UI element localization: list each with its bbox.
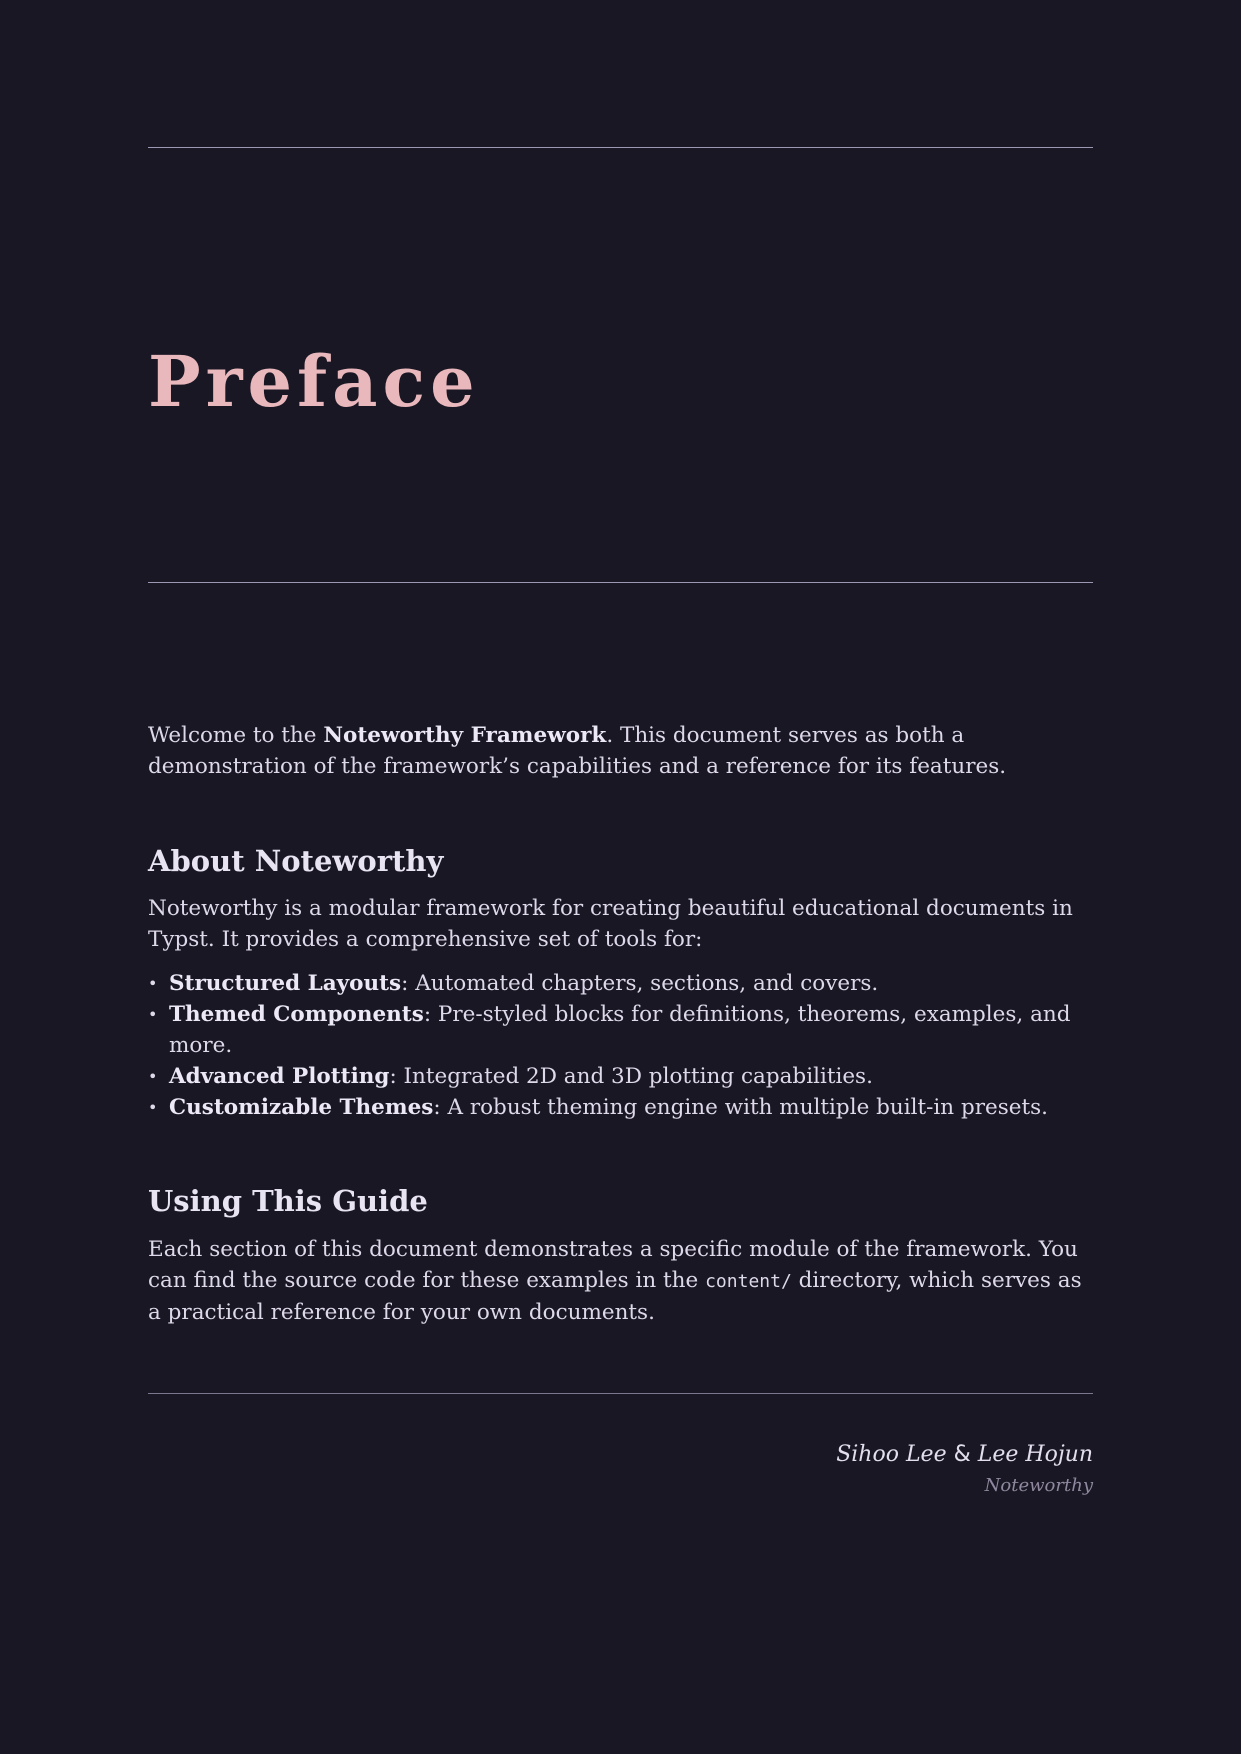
- guide-paragraph: [148, 1234, 1093, 1328]
- title-divider: [148, 582, 1093, 583]
- about-heading: About Noteworthy: [148, 844, 444, 878]
- guide-heading: Using This Guide: [148, 1184, 428, 1218]
- bullet-icon: •: [148, 974, 158, 993]
- feature-desc: : Pre-styled blocks for definitions, theorems, examples, and more.: [169, 1002, 1071, 1058]
- bullet-icon: •: [148, 1005, 158, 1024]
- feature-term: Advanced Plotting: [169, 1064, 390, 1089]
- feature-list: [148, 968, 1093, 1123]
- top-divider: [148, 147, 1093, 148]
- feature-desc: : Integrated 2D and 3D plotting capabilities.: [389, 1064, 873, 1089]
- code-path: content/: [705, 1271, 792, 1292]
- footer-divider: [148, 1393, 1093, 1394]
- feature-term: Themed Components: [169, 1002, 424, 1027]
- bullet-icon: •: [148, 1098, 158, 1117]
- feature-desc: : A robust theming engine with multiple built-in presets.: [433, 1095, 1048, 1120]
- intro-bold-framework: Noteworthy Framework: [323, 723, 607, 748]
- guide-text-before: Each section of this document demonstrates a specific module of the framework. You can find the source code for these examples in the: [148, 1237, 1078, 1293]
- feature-desc: : Automated chapters, sections, and covers.: [401, 971, 879, 996]
- feature-term: Customizable Themes: [169, 1095, 434, 1120]
- intro-text-before: Welcome to the: [148, 723, 324, 748]
- brand-name: Noteworthy: [984, 1475, 1093, 1496]
- feature-term: Structured Layouts: [169, 971, 402, 996]
- list-item: [148, 968, 1093, 999]
- ampersand: &: [953, 1442, 971, 1467]
- author-name: Sihoo Lee: [836, 1442, 947, 1467]
- intro-paragraph: [148, 720, 1093, 782]
- list-item: [148, 1061, 1093, 1092]
- author-name: Lee Hojun: [977, 1442, 1093, 1467]
- intro-text-after: . This document serves as both a demonstration of the framework’s capabilities and a reference for its features.: [148, 723, 1007, 779]
- author-line: [836, 1440, 1093, 1470]
- about-paragraph: Noteworthy is a modular framework for creating beautiful educational documents in Typst. It provides a comprehensive set of tools for:: [148, 896, 1073, 952]
- guide-text-after: directory, which serves as a practical reference for your own documents.: [148, 1268, 1082, 1325]
- list-item: [148, 999, 1093, 1061]
- page-title: Preface: [148, 340, 480, 423]
- list-item: [148, 1092, 1093, 1123]
- preface-page: [148, 0, 1093, 1754]
- bullet-icon: •: [148, 1067, 158, 1086]
